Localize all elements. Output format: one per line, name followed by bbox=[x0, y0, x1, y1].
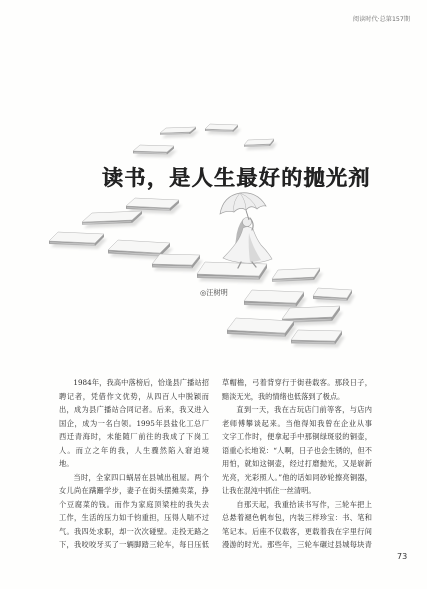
text-line: 自那天起，我重拾读书写作，三轮车把上 bbox=[236, 499, 372, 509]
text-line: 黯淡无光，我的情绪也低落到了极点。 bbox=[222, 391, 345, 401]
text-line: 用怕，就如这铜壶，经过打磨抛光，又是崭新 bbox=[222, 459, 372, 468]
running-header: 阅读时代·总第157期 bbox=[352, 16, 410, 23]
text-line: 直到一天，我在古玩店门前等客，与店内 bbox=[236, 405, 372, 414]
text-line: 让我在混沌中抓住一丝清明。 bbox=[222, 486, 316, 495]
girl-with-umbrella-figure bbox=[220, 193, 272, 268]
book-cover bbox=[244, 139, 274, 145]
text-line: 国企，成为一名白领。1995年县盐化工总厂 bbox=[59, 418, 209, 428]
text-line: 地。 bbox=[59, 459, 74, 468]
text-line: 笔记本。后座不仅载客，更载着我在字里行间 bbox=[222, 526, 372, 536]
text-line: 草帽檐，弓着背穿行于街巷载客。那段日子， bbox=[222, 378, 372, 387]
book-slab bbox=[197, 262, 270, 283]
book-cover bbox=[282, 306, 340, 319]
book-slab bbox=[82, 211, 145, 228]
text-line: 老师傅攀谈起来。当他得知我曾在企业从事 bbox=[222, 418, 372, 428]
girl-head bbox=[243, 218, 252, 227]
book-slab bbox=[244, 139, 277, 150]
text-line: 总悬着褪色帆布包，内装三样珍宝：书、笔和 bbox=[222, 513, 372, 522]
page-number: 73 bbox=[397, 552, 408, 561]
book-slab bbox=[160, 127, 199, 138]
book-cover bbox=[133, 145, 174, 152]
text-line: 光亮，光彩照人。”他的话如同砂轮擦亮铜器， bbox=[222, 472, 372, 482]
umbrella-canopy bbox=[220, 193, 266, 214]
text-line: 气。我四处求职，却一次次碰壁。走投无路之 bbox=[59, 526, 209, 536]
paragraph bbox=[222, 498, 372, 552]
article-title: 读书，是人生最好的抛光剂 bbox=[102, 165, 371, 190]
book-slab bbox=[272, 268, 323, 285]
text-line: 当时，全家四口蜗居在县城出租屋。两个 bbox=[73, 472, 209, 482]
text-line: 语重心长地说：“人啊，日子也会生锈的，但不 bbox=[222, 445, 372, 455]
book-slab bbox=[205, 124, 241, 135]
text-line: 漫游的时光。那些年，三轮车碾过县城每块青 bbox=[222, 540, 372, 549]
paragraph bbox=[59, 376, 209, 471]
book-slab bbox=[133, 145, 177, 158]
text-line: 西迁青海时，未能随厂前往的我成了下岗工 bbox=[59, 432, 209, 441]
text-line: 出，成为县广播站合同记者。后来，我又进入 bbox=[59, 405, 209, 414]
text-line: 女儿尚在蹒跚学步，妻子在街头摆摊卖菜，挣 bbox=[59, 486, 209, 495]
book-slab bbox=[244, 290, 307, 310]
book-cover bbox=[227, 318, 294, 333]
girl-dress bbox=[223, 227, 272, 263]
text-line: 人。而立之年的我，人生骤然陷入窘迫境 bbox=[59, 445, 209, 455]
book-cover bbox=[205, 124, 238, 130]
book-slab bbox=[227, 318, 297, 340]
book-cover bbox=[197, 262, 267, 276]
text-line: 1984年，我高中落榜后，恰逢县广播站招 bbox=[73, 378, 209, 387]
text-line: 工作，生活的压力如千钧重担，压得人喘不过 bbox=[59, 513, 209, 522]
paragraph bbox=[222, 403, 372, 498]
text-line: 个豆腐菜的钱。而作为家庭顶梁柱的我失去 bbox=[59, 499, 209, 509]
book-cover bbox=[152, 254, 200, 265]
book-slab bbox=[152, 254, 203, 272]
book-cover bbox=[126, 198, 179, 208]
book-cover bbox=[49, 232, 104, 243]
book-cover bbox=[313, 288, 352, 298]
author-byline: ◎汪树明 bbox=[200, 288, 228, 297]
article-body bbox=[59, 376, 372, 552]
text-line: 聘记者，凭借作文优势，从四百人中脱颖而 bbox=[59, 391, 209, 401]
book-slab bbox=[49, 232, 107, 249]
book-cover bbox=[291, 330, 342, 341]
book-cover bbox=[244, 290, 304, 303]
book-path bbox=[49, 124, 355, 348]
book-slab bbox=[291, 330, 345, 348]
text-line: 下，我咬咬牙买了一辆脚踏三轮车，每日压低 bbox=[59, 540, 209, 549]
text-line: 文字工作时，便拿起手中那铜绿斑驳的铜壶， bbox=[222, 432, 372, 441]
book-slab bbox=[313, 288, 355, 304]
